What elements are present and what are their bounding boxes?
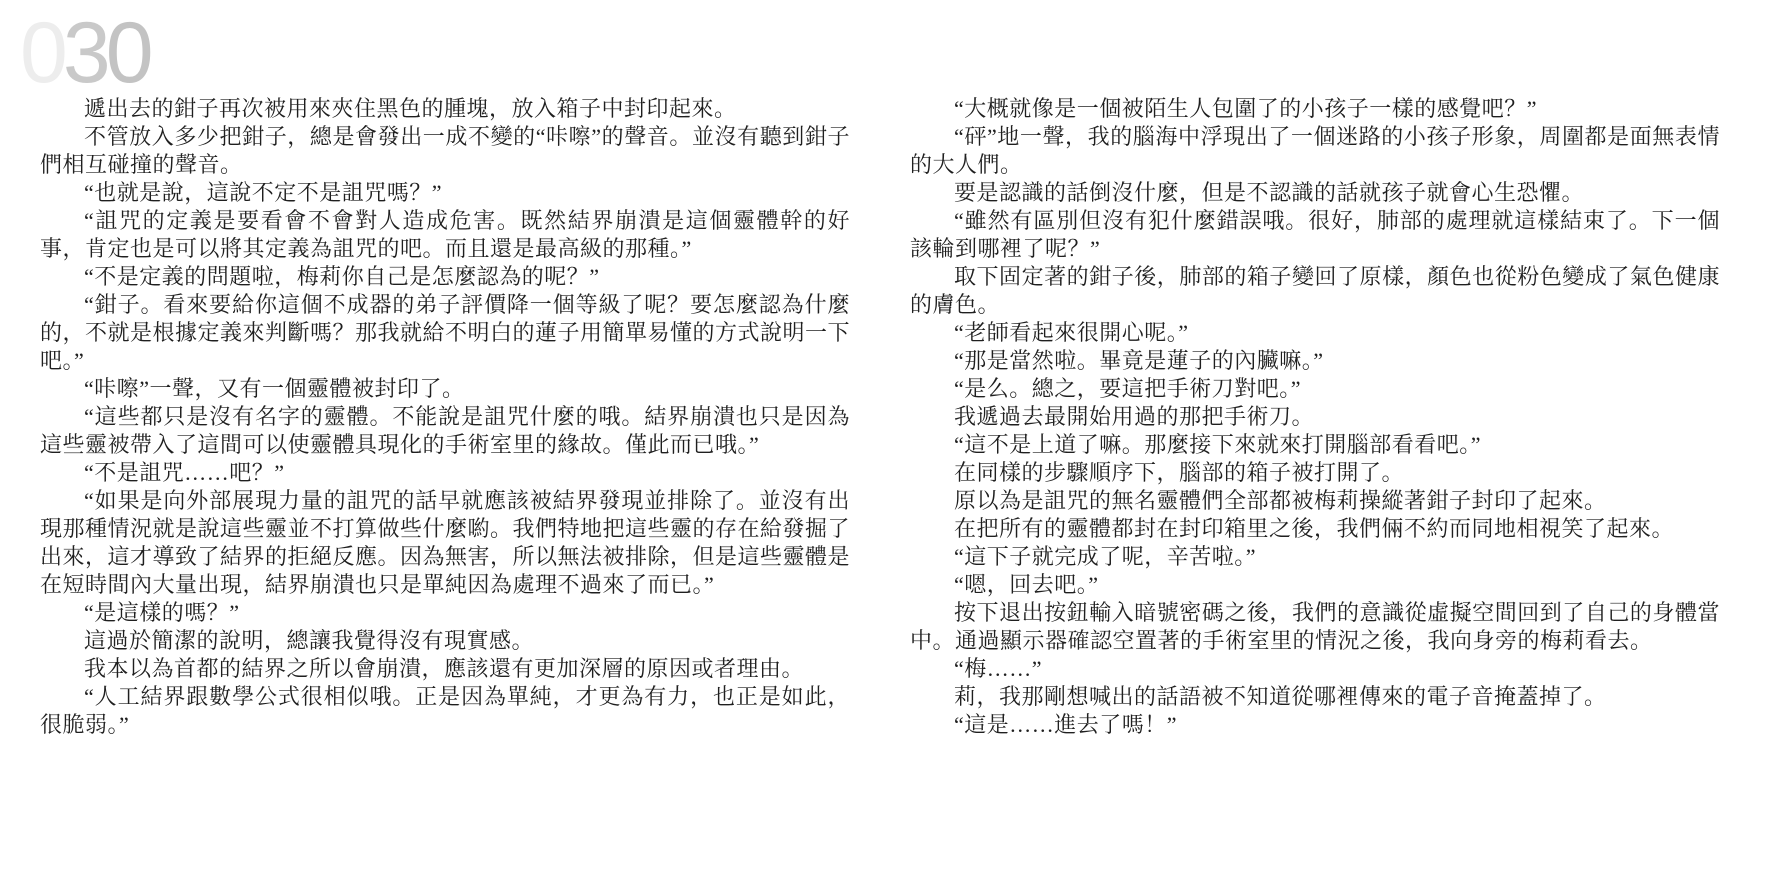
left-page bbox=[40, 95, 850, 795]
paragraph: 原以為是詛咒的無名靈體們全部都被梅莉操縱著鉗子封印了起來。 bbox=[954, 488, 1607, 513]
paragraph: “這些都只是沒有名字的靈體。不能說是詛咒什麼的哦。結界崩潰也只是因為這些靈被帶入了這間可以使靈體具現化的手術室里的緣故。僅此而已哦。” bbox=[40, 404, 850, 457]
paragraph: “是這樣的嗎？” bbox=[84, 600, 240, 625]
paragraph: “大概就像是一個被陌生人包圍了的小孩子一樣的感覺吧？” bbox=[954, 96, 1538, 121]
paragraph: 遞出去的鉗子再次被用來夾住黑色的腫塊，放入箱子中封印起來。 bbox=[84, 96, 737, 121]
right-page-text bbox=[910, 95, 1720, 739]
paragraph: “這下子就完成了呢，辛苦啦。” bbox=[954, 544, 1257, 569]
paragraph: 莉，我那剛想喊出的話語被不知道從哪裡傳來的電子音掩蓋掉了。 bbox=[954, 684, 1607, 709]
paragraph: “不是詛咒……吧？” bbox=[84, 460, 285, 485]
paragraph: “這是……進去了嗎！” bbox=[954, 712, 1178, 737]
paragraph: “這不是上道了嘛。那麼接下來就來打開腦部看看吧。” bbox=[954, 432, 1482, 457]
page-number-digit: 0 bbox=[20, 5, 63, 101]
paragraph: 要是認識的話倒沒什麼，但是不認識的話就孩子就會心生恐懼。 bbox=[954, 180, 1585, 205]
paragraph: 我本以為首都的結界之所以會崩潰，應該還有更加深層的原因或者理由。 bbox=[84, 656, 805, 681]
paragraph: “老師看起來很開心呢。” bbox=[954, 320, 1189, 345]
paragraph: 在把所有的靈體都封在封印箱里之後，我們倆不約而同地相視笑了起來。 bbox=[954, 516, 1675, 541]
right-page bbox=[910, 95, 1720, 795]
paragraph: “鉗子。看來要給你這個不成器的弟子評價降一個等級了呢？要怎麼認為什麼的，不就是根據定義來判斷嗎？那我就給不明白的蓮子用簡單易懂的方式說明一下吧。” bbox=[40, 292, 850, 373]
paragraph: 在同樣的步驟順序下，腦部的箱子被打開了。 bbox=[954, 460, 1405, 485]
paragraph: 按下退出按鈕輸入暗號密碼之後，我們的意識從虛擬空間回到了自己的身體當中。通過顯示器確認空置著的手術室里的情況之後，我向身旁的梅莉看去。 bbox=[910, 600, 1720, 653]
paragraph: 不管放入多少把鉗子，總是會發出一成不變的“咔嚓”的聲音。並沒有聽到鉗子們相互碰撞的聲音。 bbox=[40, 124, 850, 177]
paragraph: “是么。總之，要這把手術刀對吧。” bbox=[954, 376, 1302, 401]
paragraph: “咔嚓”一聲，又有一個靈體被封印了。 bbox=[84, 376, 465, 401]
paragraph: 取下固定著的鉗子後，肺部的箱子變回了原樣，顏色也從粉色變成了氣色健康的膚色。 bbox=[910, 264, 1720, 317]
page-number-digit: 3 bbox=[62, 5, 106, 101]
paragraph: 這過於簡潔的說明，總讓我覺得沒有現實感。 bbox=[84, 628, 535, 653]
paragraph: “如果是向外部展現力量的詛咒的話早就應該被結界發現並排除了。並沒有出現那種情況就是說這些靈並不打算做些什麼喲。我們特地把這些靈的存在給發掘了出來，這才導致了結界的拒絕反應。因為無害，所以無法被排除，但是這些靈體是在短時間內大量出現，結界崩潰也只是單純因為處理不過來了而已。” bbox=[40, 488, 850, 597]
paragraph: “也就是說，這說不定不是詛咒嗎？” bbox=[84, 180, 443, 205]
paragraph: “不是定義的問題啦，梅莉你自己是怎麼認為的呢？” bbox=[84, 264, 600, 289]
paragraph: “人工結界跟數學公式很相似哦。正是因為單純，才更為有力，也正是如此，很脆弱。” bbox=[40, 684, 850, 737]
paragraph: “砰”地一聲，我的腦海中浮現出了一個迷路的小孩子形象，周圍都是面無表情的大人們。 bbox=[910, 124, 1720, 177]
paragraph: “詛咒的定義是要看會不會對人造成危害。既然結界崩潰是這個靈體幹的好事，肯定也是可以將其定義為詛咒的吧。而且還是最高級的那種。” bbox=[40, 208, 850, 261]
page-number-digit: 0 bbox=[105, 5, 149, 101]
paragraph: “梅……” bbox=[954, 656, 1043, 681]
paragraph: “雖然有區別但沒有犯什麼錯誤哦。很好，肺部的處理就這樣結束了。下一個該輪到哪裡了呢？” bbox=[910, 208, 1720, 261]
paragraph: “嗯，回去吧。” bbox=[954, 572, 1099, 597]
paragraph: 我遞過去最開始用過的那把手術刀。 bbox=[954, 404, 1315, 429]
paragraph: “那是當然啦。畢竟是蓮子的內臟嘛。” bbox=[954, 348, 1324, 373]
left-page-text bbox=[40, 95, 850, 739]
page-number bbox=[20, 5, 149, 101]
